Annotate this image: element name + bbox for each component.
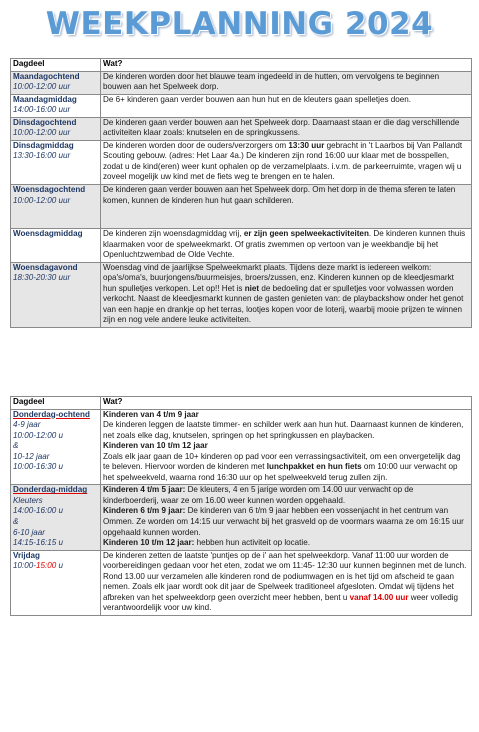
- row-time: 14:00-16:00 u: [13, 506, 63, 516]
- age-group: 10-12 jaar: [13, 451, 50, 461]
- emphasis-niet: niet: [244, 283, 260, 293]
- row-description: De kinderen worden door het blauwe team ingedeeld in de hutten, om vervolgens te beginnen bouwen aan het Spelweek dorp.: [101, 71, 472, 94]
- table-row: [11, 94, 472, 117]
- row-description: [101, 485, 472, 550]
- group-text: De kinderen leggen de laatste timmer- en schilder werk aan hun hut. Daarnaast kunnen de kinderen, net zoals elke dag, knutselen, springen op het springkussen en playbacken.: [103, 420, 464, 440]
- arrival-time: 13:30 uur: [288, 140, 325, 150]
- row-day: Woensdagochtend: [13, 185, 86, 195]
- row-description: De kinderen gaan verder bouwen aan het Spelweek dorp. Om het dorp in de thema sferen te laten komen, kunnen de kinderen hun hut gaan schilderen.: [101, 185, 472, 229]
- row-description: Woensdag vind de jaarlijkse Spelweekmarkt plaats. Tijdens deze markt is iedereen welkom: opa's/oma's, buurjongens/buurmeisjes, broers/zussen, enz. Kinderen kunnen op de kleedjesmarkt hun spulletjes verkopen. Let op!! Het is niet de bedoeling dat er spulletjes voor volwassen worden verkocht. Naast de kleedjesmarkt kunnen de gasten genieten van: de playbackshow onder het genot van een hapje en drankje op het terras, lootjes kopen voor de loterij, waarbij mooie prijzen te winnen zijn en nog vele andere leuke activiteiten.: [101, 262, 472, 327]
- age-group: Kleuters: [13, 495, 43, 505]
- group-text: Zoals elk jaar gaan de 10+ kinderen op pad voor een verrassingsactiviteit, om een onvergetelijk dag te beleven. Hiervoor worden de kinderen met lunchpakket en hun fiets om 10:00 uur verwacht op het spelweekveld, waarna rond 16:30 uur op het spelweekveld terug zullen zijn.: [103, 451, 461, 482]
- row-day: Vrijdag: [13, 550, 40, 560]
- row-day: Woensdagavond: [13, 262, 78, 272]
- row-description: De kinderen gaan verder bouwen aan het Spelweek dorp. Daarnaast staan er die dag verschillende activiteiten klaar zoals: knutselen en de springkussens.: [101, 117, 472, 140]
- schedule-table-2: [10, 396, 472, 616]
- table-row: [11, 140, 472, 184]
- row-day: Donderdag-ochtend: [13, 409, 90, 419]
- row-description: De 6+ kinderen gaan verder bouwen aan hun hut en de kleuters gaan spelletjes doen.: [101, 94, 472, 117]
- table-row: [11, 409, 472, 485]
- table-row: [11, 262, 472, 327]
- header-wat: Wat?: [101, 59, 472, 72]
- table-header: [11, 59, 472, 72]
- row-day: Maandagmiddag: [13, 94, 77, 104]
- age-group: 6-10 jaar: [13, 527, 45, 537]
- schedule-table-1: [10, 58, 472, 328]
- row-day: Donderdag-middag: [13, 485, 88, 495]
- row-day: Dinsdagochtend: [13, 117, 77, 127]
- header-wat: Wat?: [101, 397, 472, 410]
- header-dagdeel: Dagdeel: [11, 59, 101, 72]
- group-heading: Kinderen van 4 t/m 9 jaar: [103, 409, 199, 419]
- row-description: De kinderen zijn woensdagmiddag vrij, er zijn geen spelweekactiviteiten. De kinderen kunnen thuis klaarmaken voor de spelweekmarkt. Of gratis zwemmen op vertoon van je weekbandje bij het Openluchtzwembad de Olde Vechte.: [101, 229, 472, 263]
- group-text: Kinderen 6 t/m 9 jaar: De kinderen van 6 t/m 9 jaar hebben een vossenjacht in het centrum van Ommen. Ze worden om 14:15 uur verwacht bij het grasveld op de voormars waarna ze om 16:15 uur opgehaald kunnen worden.: [103, 506, 464, 537]
- group-text: Kinderen 4 t/m 5 jaar: De kleuters, 4 en 5 jarige worden om 14.00 uur verwacht op de kinderboerderij, waar ze om 16.00 weer kunnen worden opgehaald.: [103, 485, 414, 505]
- row-day: Dinsdagmiddag: [13, 140, 74, 150]
- row-description: De kinderen zetten de laatste 'puntjes op de i' aan het spelweekdorp. Vanaf 11:00 uur worden de voorbereidingen gedaan voor het eten, zodat we om 11:45- 12:30 uur kunnen beginnen met de lunch. Rond 13.00 uur verzamelen alle kinderen rond de podiumwagen en is het tijd om afscheid te gaan nemen. Zoals elk jaar wordt ook dit jaar de Spelweek traditioneel afgesloten. Omdat wij tijdens het afbreken van het spelweekdorp geen overzicht meer hebben, bent u vanaf 14.00 uur weer volledig verantwoordelijk voor uw kind.: [101, 550, 472, 615]
- group-heading: Kinderen 10 t/m 12 jaar:: [103, 538, 195, 548]
- ampersand: &: [13, 441, 19, 451]
- row-time: 14:00-16:00 uur: [13, 105, 71, 115]
- group-heading: Kinderen 6 t/m 9 jaar:: [103, 506, 186, 516]
- row-time: 10:00-12:00 uur: [13, 82, 71, 92]
- responsibility-time: vanaf 14.00 uur: [349, 592, 409, 602]
- row-time: 18:30-20:30 uur: [13, 273, 71, 283]
- age-group: 4-9 jaar: [13, 420, 41, 430]
- table-header: [11, 397, 472, 410]
- group-heading: Kinderen van 10 t/m 12 jaar: [103, 441, 208, 451]
- row-description: [101, 409, 472, 485]
- table-row: [11, 71, 472, 94]
- bring-items: lunchpakket en hun fiets: [266, 462, 362, 472]
- row-time: 10:00-16:30 u: [13, 462, 63, 472]
- row-time: 13:30-16:00 uur: [13, 151, 71, 161]
- ampersand: &: [13, 517, 19, 527]
- row-time: 14:15-16:15 u: [13, 538, 63, 548]
- header-dagdeel: Dagdeel: [11, 397, 101, 410]
- row-time: 10:00-12:00 uur: [13, 128, 71, 138]
- end-time: 15:00: [35, 561, 57, 571]
- row-description: De kinderen worden door de ouders/verzorgers om 13:30 uur gebracht in 't Laarbos bij Van Pallandt Scouting gebouw. (adres: Het Laar 4a.) De kinderen zijn rond 16:00 uur klaar met de bosspellen, zodat u de kind(eren) weer kunt ophalen op de verzamelplaats. i.v.m. de parkeerruimte, vragen wij u zoveel mogelijk uw kind met de fiets weg te brengen en te halen.: [101, 140, 472, 184]
- row-time: 10:00-15:00 u: [13, 561, 63, 571]
- row-time: 10:00-12:00 uur: [13, 195, 71, 205]
- table-row: [11, 485, 472, 550]
- row-day: Woensdagmiddag: [13, 229, 83, 239]
- row-time: 10:00-12:00 u: [13, 430, 63, 440]
- table-row: [11, 185, 472, 229]
- no-activities-note: er zijn geen spelweekactiviteiten: [243, 229, 369, 239]
- page-title: WEEKPLANNING 2024: [45, 6, 434, 42]
- group-text: Kinderen 10 t/m 12 jaar: hebben hun activiteit op locatie.: [103, 538, 310, 548]
- group-heading: Kinderen 4 t/m 5 jaar:: [103, 485, 186, 495]
- table-row: [11, 550, 472, 615]
- row-day: Maandagochtend: [13, 71, 80, 81]
- table-row: [11, 117, 472, 140]
- table-row: [11, 229, 472, 263]
